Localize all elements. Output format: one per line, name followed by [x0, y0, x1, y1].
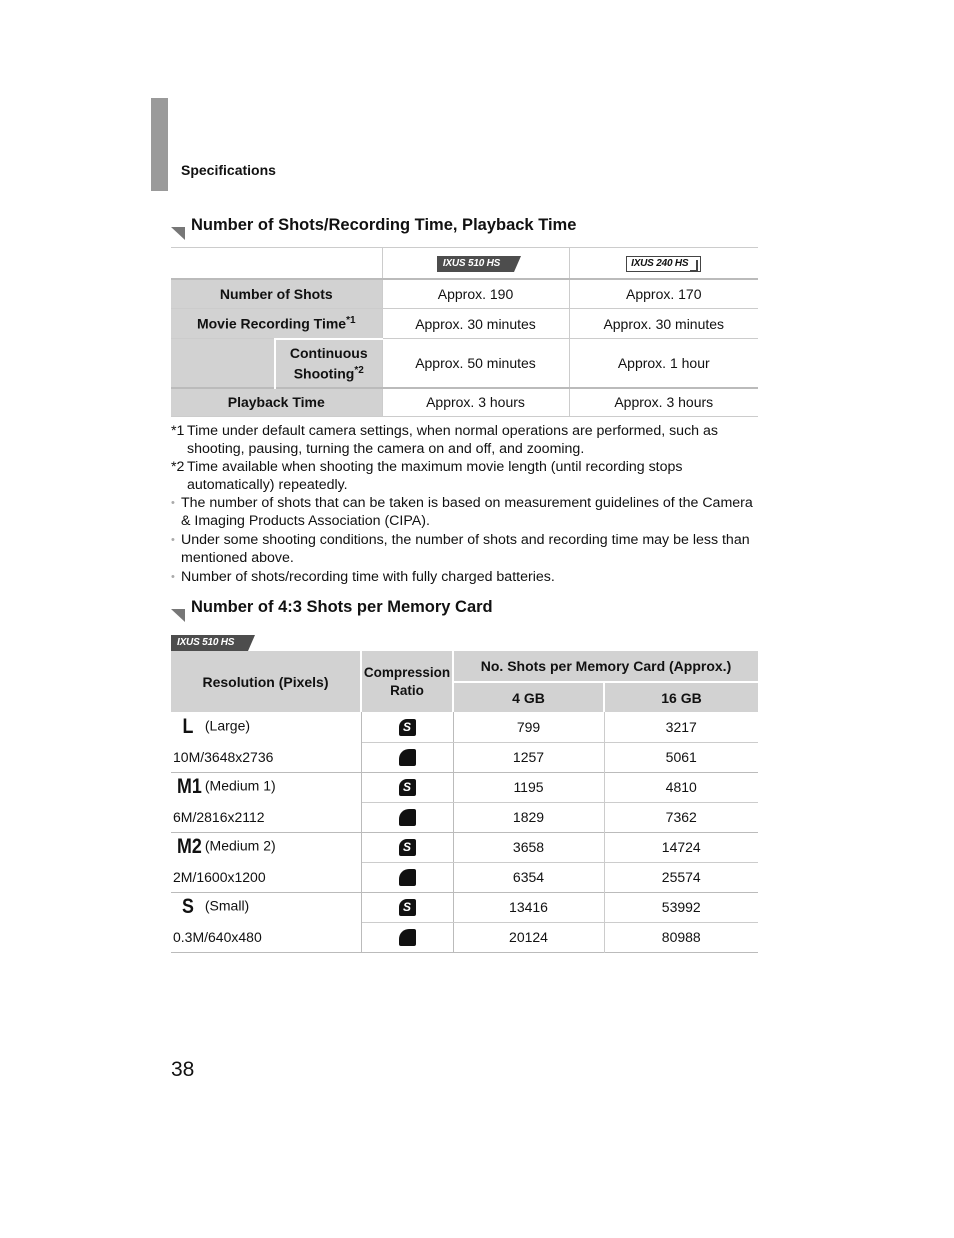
shots-per-card-table: [171, 651, 758, 953]
table-row: [171, 802, 758, 832]
superfine-icon: S: [399, 899, 416, 916]
model-badge-510: IXUS 510 HS: [171, 635, 248, 651]
cell-value: 25574: [661, 869, 701, 885]
fine-icon: [399, 809, 416, 826]
resolution-icon: L: [182, 715, 194, 738]
running-head: Specifications: [181, 162, 276, 178]
fine-icon: [399, 749, 416, 766]
row-label-line2: Shooting: [293, 365, 355, 382]
compression-cell: [361, 922, 453, 952]
header-shots: No. Shots per Memory Card (Approx.): [453, 651, 758, 682]
fine-icon: [399, 929, 416, 946]
table-row: [171, 742, 758, 772]
card-rows: [171, 712, 758, 952]
bullet-icon: •: [171, 497, 175, 509]
compression-cell: [361, 742, 453, 772]
table-row: [171, 772, 758, 802]
cell-value: 14724: [604, 832, 758, 862]
model-col-240: [569, 248, 758, 279]
row-label: [275, 339, 382, 388]
bullet-text: Number of shots/recording time with fully charged batteries.: [181, 569, 555, 585]
table-row: [171, 832, 758, 862]
cell-value: 80988: [661, 929, 701, 945]
header-4gb: 4 GB: [453, 682, 604, 712]
superfine-icon: S: [399, 839, 416, 856]
cell-value: 5061: [665, 749, 697, 765]
cell-value: Approx. 50 minutes: [382, 339, 569, 388]
header-compression-line2: Ratio: [390, 682, 424, 698]
section-marker-icon: [171, 227, 185, 240]
row-label: [171, 309, 382, 339]
resolution-name: (Small): [204, 897, 250, 914]
cell-value: Approx. 30 minutes: [382, 309, 569, 339]
cell-value: 1829: [453, 802, 604, 832]
superfine-icon: S: [399, 779, 416, 796]
compression-cell: [361, 802, 453, 832]
cell-value: 7362: [665, 809, 697, 825]
footnote-text: Time available when shooting the maximum movie length (until recording stops automatically) repeatedly.: [187, 459, 683, 493]
bullet-note: [171, 532, 759, 567]
compression-cell: [361, 772, 453, 802]
compression-cell: [361, 862, 453, 892]
section-title-shots-time: Number of Shots/Recording Time, Playback Time: [191, 216, 577, 234]
cell-value: 1257: [453, 742, 604, 772]
cell-value: Approx. 190: [382, 279, 569, 309]
footnote-text: Time under default camera settings, when normal operations are performed, such as shooting, pausing, turning the camera on and off, and zooming.: [187, 423, 718, 457]
pixels-cell: 10M/3648x2736: [171, 742, 361, 772]
resolution-icon: M2: [176, 835, 202, 859]
bullet-icon: •: [171, 571, 175, 583]
bullet-text: The number of shots that can be taken is based on measurement guidelines of the Camera & Imaging Products Association (CIPA).: [181, 495, 753, 529]
footnote-mark: *2: [171, 459, 185, 475]
cell-value: 799: [453, 712, 604, 742]
table-row: [171, 712, 758, 742]
row-label-text: Movie Recording Time: [196, 315, 347, 332]
header-resolution: Resolution (Pixels): [171, 651, 361, 712]
header-compression: [361, 651, 453, 712]
pixels-cell: 2M/1600x1200: [171, 862, 361, 892]
footnote-ref: *1: [346, 314, 356, 326]
table-row: [171, 922, 758, 952]
shots-time-table: [171, 247, 758, 417]
compression-cell: [361, 892, 453, 922]
cell-value: 3658: [453, 832, 604, 862]
cell-value: 53992: [604, 892, 758, 922]
row-label: Playback Time: [171, 388, 382, 417]
footnotes: [171, 423, 759, 589]
resolution-cell: [171, 712, 361, 742]
page-number: 38: [171, 1058, 195, 1081]
table-row: [171, 279, 758, 309]
cell-value: Approx. 3 hours: [382, 388, 569, 417]
pixels-cell: 0.3M/640x480: [171, 922, 361, 952]
cell-value: 3217: [604, 712, 758, 742]
section-tab-marker: [151, 98, 168, 191]
resolution-icon: S: [182, 895, 194, 919]
footnote-ref: *2: [354, 364, 364, 376]
resolution-name: (Medium 2): [204, 837, 276, 854]
row-label-line1: Continuous: [289, 344, 368, 361]
model-label: [171, 632, 248, 651]
cell-value: Approx. 1 hour: [569, 339, 758, 388]
table-row: [171, 339, 758, 388]
bullet-text: Under some shooting conditions, the number of shots and recording time may be less than mentioned above.: [181, 532, 750, 566]
pixels-cell: 6M/2816x2112: [171, 802, 361, 832]
compression-cell: [361, 712, 453, 742]
fine-icon: [399, 869, 416, 886]
resolution-icon: M1: [176, 775, 202, 799]
section-marker-icon: [171, 609, 185, 622]
bullet-icon: •: [171, 534, 175, 546]
cell-value: Approx. 170: [569, 279, 758, 309]
table-row: [171, 388, 758, 417]
footnote: [171, 459, 759, 494]
table-corner: [171, 248, 382, 279]
resolution-name: (Large): [204, 717, 251, 734]
row-label: Number of Shots: [171, 279, 382, 309]
cell-value: Approx. 30 minutes: [569, 309, 758, 339]
header-16gb: 16 GB: [604, 682, 758, 712]
superfine-icon: S: [399, 719, 416, 736]
resolution-name: (Medium 1): [204, 777, 276, 794]
section-title-memory-card: Number of 4:3 Shots per Memory Card: [191, 598, 493, 616]
resolution-cell: [171, 892, 361, 922]
footnote: [171, 423, 759, 458]
cell-value: 1195: [453, 772, 604, 802]
cell-value: 4810: [604, 772, 758, 802]
cell-value: 6354: [453, 862, 604, 892]
table-row: [171, 892, 758, 922]
cell-value: 20124: [453, 922, 604, 952]
table-row: [171, 862, 758, 892]
model-col-510: [382, 248, 569, 279]
row-label-spacer: [171, 339, 275, 388]
header-compression-line1: Compression: [363, 664, 451, 680]
bullet-note: [171, 569, 759, 587]
resolution-cell: [171, 832, 361, 862]
cell-value: 13416: [453, 892, 604, 922]
bullet-note: [171, 495, 759, 530]
footnote-mark: *1: [171, 423, 185, 439]
model-badge-240: IXUS 240 HS: [626, 256, 701, 272]
compression-cell: [361, 832, 453, 862]
cell-value: Approx. 3 hours: [569, 388, 758, 417]
model-badge-510: IXUS 510 HS: [437, 256, 514, 272]
table-row: [171, 309, 758, 339]
resolution-cell: [171, 772, 361, 802]
